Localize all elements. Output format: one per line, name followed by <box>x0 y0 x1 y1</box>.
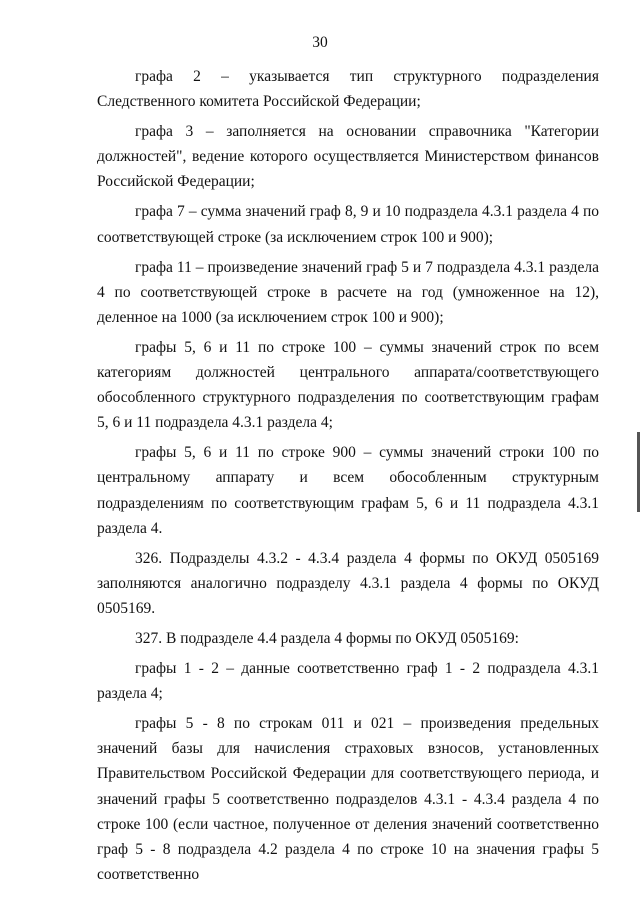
paragraph-grafy-5-8: графы 5 - 8 по строкам 011 и 021 – произведения предельных значений базы для начисления страховых взносов, установленных Правительством Российской Федерации для соответствующего периода, и значений графы 5 соответственно подразделов 4.3.1 - 4.3.4 раздела 4 по строке 100 (если частное, полученное от деления значений соответственно граф 5 - 8 подраздела 4.2 раздела 4 по строке 10 на значения графы 5 соответственно <box>97 715 599 883</box>
paragraph-grafy-line-100: графы 5, 6 и 11 по строке 100 – суммы значений строк по всем категориям должностей центрального аппарата/соответствующего обособленного структурного подразделения по соответствующим графам 5, 6 и 11 подраздела 4.3.1 раздела 4; <box>97 338 599 432</box>
page-number: 30 <box>312 34 328 51</box>
paragraph-grafa-2: графа 2 – указывается тип структурного подразделения Следственного комитета Российской Федерации; <box>97 68 599 111</box>
paragraph-grafy-line-900: графы 5, 6 и 11 по строке 900 – суммы значений строки 100 по центральному аппарату и всем обособленным структурным подразделениям по соответствующим графам 5, 6 и 11 подраздела 4.3.1 раздела 4. <box>97 444 599 537</box>
paragraph-grafa-7: графа 7 – сумма значений граф 8, 9 и 10 подраздела 4.3.1 раздела 4 по соответствующей строке (за исключением строк 100 и 900); <box>97 203 599 246</box>
paragraph-grafy-1-2: графы 1 - 2 – данные соответственно граф 1 - 2 подраздела 4.3.1 раздела 4; <box>97 660 599 703</box>
paragraph-grafa-11: графа 11 – произведение значений граф 5 и 7 подраздела 4.3.1 раздела 4 по соответствующей строке в расчете на год (умноженное на 12), деленное на 1000 (за исключением строк 100 и 900); <box>97 258 599 326</box>
paragraph-grafa-3: графа 3 – заполняется на основании справочника "Категории должностей", ведение которого осуществляется Министерством финансов Российской Федерации; <box>97 123 599 191</box>
paragraph-item-326: 326. Подразделы 4.3.2 - 4.3.4 раздела 4 формы по ОКУД 0505169 заполняются аналогично подразделу 4.3.1 раздела 4 формы по ОКУД 0505169. <box>97 549 599 617</box>
paragraph-item-327: 327. В подразделе 4.4 раздела 4 формы по ОКУД 0505169: <box>135 629 519 647</box>
document-body <box>97 64 599 887</box>
